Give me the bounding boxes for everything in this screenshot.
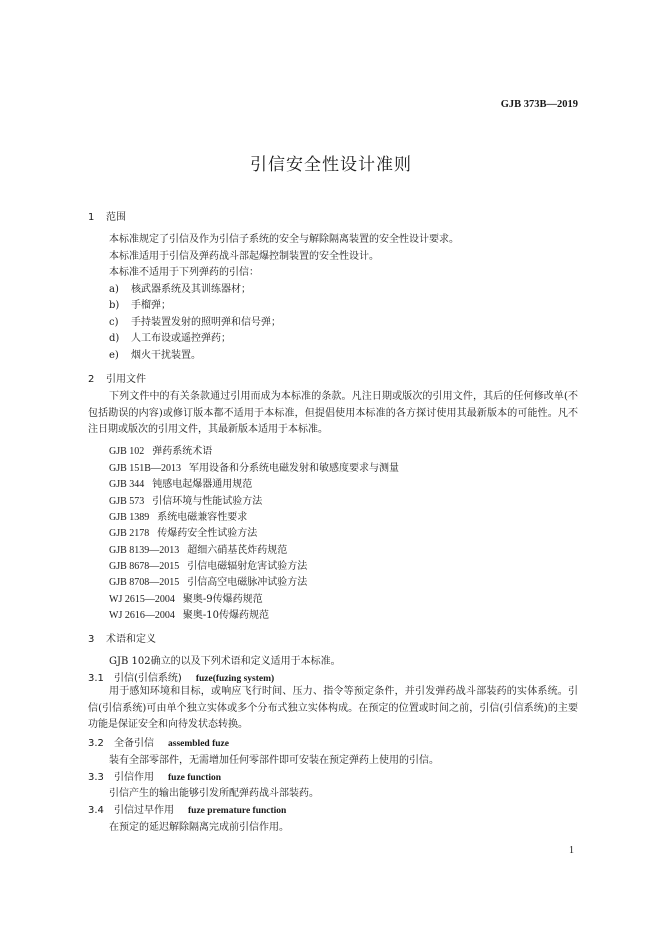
reference-item	[109, 606, 269, 621]
term-definition: 在预定的延迟解除隔离完成前引信作用。	[109, 822, 289, 833]
section-title: 范围	[106, 212, 126, 223]
reference-item	[109, 459, 399, 474]
reference-item	[109, 442, 212, 457]
list-marker: d)	[109, 333, 120, 344]
paragraph: 本标准不适用于下列弹药的引信：	[109, 267, 259, 278]
term-number: 3.4	[88, 805, 104, 816]
term-definition: 装有全部零部件，无需增加任何零部件即可安装在预定弹药上使用的引信。	[109, 755, 439, 766]
paragraph: GJB 102确立的以及下列术语和定义适用于本标准。	[109, 656, 341, 667]
term-english: fuze function	[168, 773, 222, 783]
standard-code: GJB 373B—2019	[500, 99, 578, 110]
reference-item	[109, 492, 262, 507]
list-marker: c)	[109, 317, 119, 328]
reference-code: WJ 2616—2004	[109, 610, 175, 621]
reference-code: GJB 102	[109, 446, 145, 457]
term-definition: 用于感知环境和目标，或响应飞行时间、压力、指令等预定条件，并引发弹药战斗部装药的实体系统。引信(引信系统)可由单个独立实体或多个分布式独立实体构成。在预定的位置或时间之前，引信(引信系统)的主要功能是保证安全和向待发状态转换。	[88, 686, 578, 730]
section-number: 2	[88, 374, 95, 385]
list-marker: a)	[109, 284, 119, 295]
reference-item	[109, 541, 287, 556]
reference-title: 聚奥-9传爆药规范	[182, 594, 263, 605]
reference-item	[109, 524, 257, 539]
list-text: 烟火干扰装置。	[131, 350, 201, 361]
term-heading	[88, 768, 221, 783]
reference-title: 钝感电起爆器通用规范	[152, 479, 253, 490]
term-heading	[88, 734, 229, 749]
term-english: fuze(fuzing system)	[195, 674, 275, 684]
reference-title: 弹药系统术语	[152, 446, 213, 457]
section-2-heading	[88, 370, 146, 385]
term-number: 3.3	[88, 772, 104, 783]
term-english: fuze premature function	[188, 806, 287, 816]
list-item	[109, 296, 171, 311]
term-definition: 引信产生的输出能够引发所配弹药战斗部装药。	[109, 788, 319, 799]
list-item	[109, 329, 231, 344]
reference-code: GJB 1389	[109, 512, 150, 523]
section-number: 3	[88, 634, 95, 645]
section-title: 术语和定义	[106, 634, 156, 645]
list-text: 手持装置发射的照明弹和信号弹；	[131, 317, 281, 328]
reference-item	[109, 508, 247, 523]
document-title: 引信安全性设计准则	[250, 155, 412, 175]
list-marker: e)	[109, 350, 119, 361]
term-english: assembled fuze	[168, 739, 229, 749]
term-heading	[88, 669, 274, 684]
section-title: 引用文件	[106, 374, 146, 385]
term-name: 引信(引信系统)	[114, 673, 182, 684]
term-name: 引信作用	[114, 772, 154, 783]
paragraph: 下列文件中的有关条款通过引用而成为本标准的条款。凡注日期或版次的引用文件，其后的任何修改单(不包括勘误的内容)或修订版本都不适用于本标准，但提倡使用本标准的各方探讨使用其最新版本的可能性。凡不注日期或版次的引用文件，其最新版本适用于本标准。	[88, 391, 578, 435]
reference-title: 引信环境与性能试验方法	[152, 496, 263, 507]
page-number: 1	[569, 845, 574, 856]
reference-title: 聚奥-10传爆药规范	[182, 610, 269, 621]
list-text: 人工布设或遥控弹药；	[131, 333, 231, 344]
section-number: 1	[88, 212, 95, 223]
reference-title: 系统电磁兼容性要求	[157, 512, 248, 523]
list-item	[109, 313, 281, 328]
reference-code: WJ 2615—2004	[109, 594, 175, 605]
term-name: 引信过早作用	[114, 805, 174, 816]
reference-title: 引信电磁辐射危害试验方法	[187, 561, 308, 572]
term-name: 全备引信	[114, 738, 154, 749]
list-item	[109, 346, 201, 361]
list-marker: b)	[109, 300, 120, 311]
reference-title: 超细六硝基芪炸药规范	[187, 545, 288, 556]
list-text: 核武器系统及其训练器材；	[131, 284, 251, 295]
section-1-heading	[88, 208, 126, 223]
reference-item	[109, 557, 307, 572]
reference-item	[109, 590, 263, 605]
reference-code: GJB 8708—2015	[109, 577, 180, 588]
reference-title: 传爆药安全性试验方法	[157, 528, 258, 539]
term-heading	[88, 801, 286, 816]
reference-item	[109, 573, 307, 588]
reference-code: GJB 151B—2013	[109, 463, 181, 474]
paragraph: 本标准规定了引信及作为引信子系统的安全与解除隔离装置的安全性设计要求。	[109, 234, 459, 245]
section-3-heading	[88, 630, 156, 645]
term-number: 3.2	[88, 738, 104, 749]
list-text: 手榴弹；	[131, 300, 171, 311]
reference-title: 引信高空电磁脉冲试验方法	[187, 577, 308, 588]
reference-code: GJB 2178	[109, 528, 150, 539]
reference-code: GJB 8678—2015	[109, 561, 180, 572]
term-number: 3.1	[88, 673, 104, 684]
reference-title: 军用设备和分系统电磁发射和敏感度要求与测量	[188, 463, 399, 474]
paragraph: 本标准适用于引信及弹药战斗部起爆控制装置的安全性设计。	[109, 251, 379, 262]
reference-item	[109, 475, 252, 490]
list-item	[109, 280, 251, 295]
reference-code: GJB 8139—2013	[109, 545, 180, 556]
reference-code: GJB 573	[109, 496, 145, 507]
reference-code: GJB 344	[109, 479, 145, 490]
